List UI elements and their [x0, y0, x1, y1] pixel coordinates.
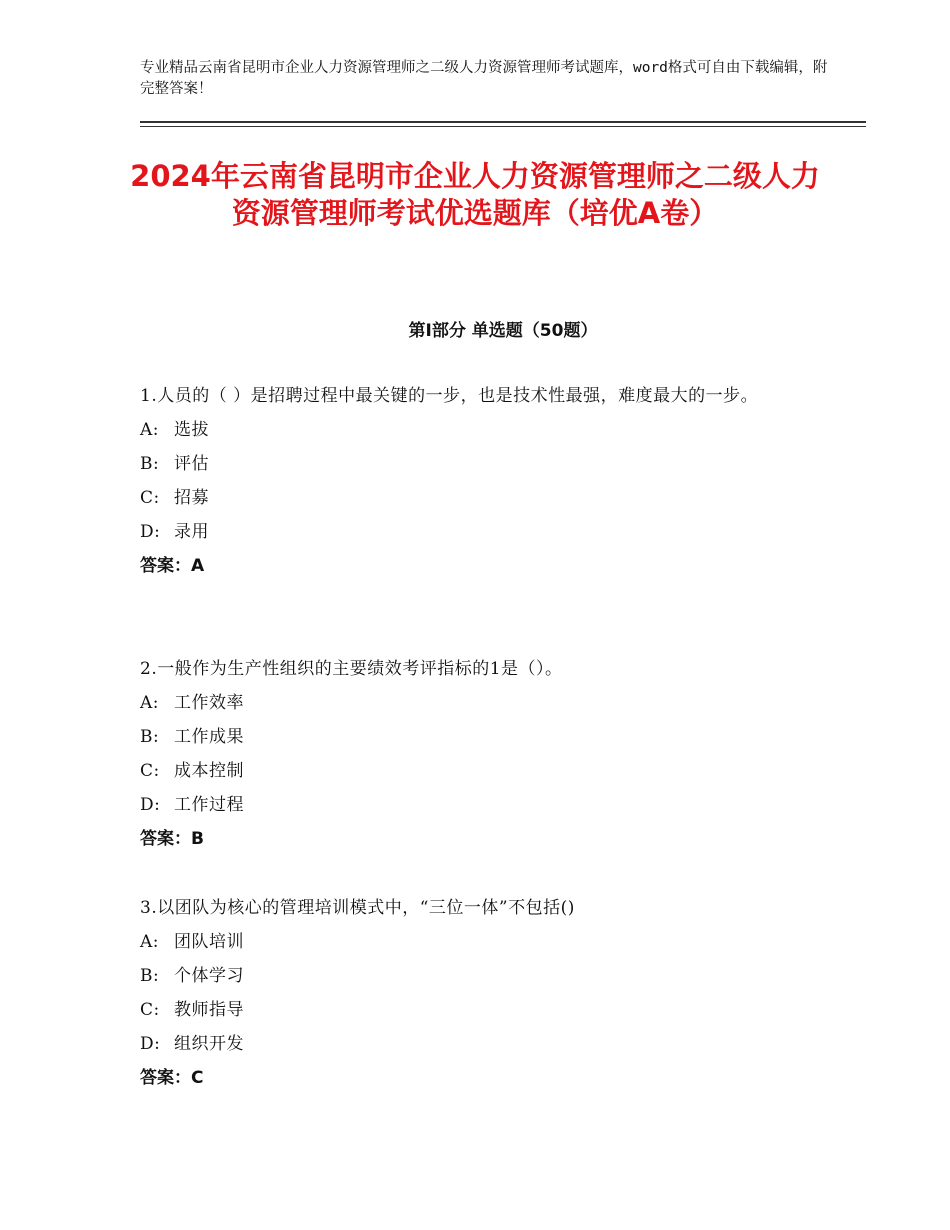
- option-text: 评估: [174, 454, 209, 474]
- option-text: 录用: [174, 522, 209, 542]
- option-text: 工作效率: [174, 693, 244, 713]
- section-heading: 第Ⅰ部分 单选题（50题）: [408, 321, 598, 341]
- question-stem: 2.一般作为生产性组织的主要绩效考评指标的1是（）。: [140, 659, 563, 679]
- option-a: [140, 686, 820, 720]
- question-stem: 3.以团队为核心的管理培训模式中，“三位一体”不包括(): [140, 898, 575, 918]
- option-letter: B:: [140, 966, 160, 986]
- option-letter: D:: [140, 795, 161, 815]
- option-text: 工作成果: [174, 727, 244, 747]
- option-d: [140, 1027, 820, 1061]
- option-c: [140, 754, 820, 788]
- option-c: [140, 481, 820, 515]
- option-c: [140, 993, 820, 1027]
- option-b: [140, 720, 820, 754]
- option-text: 招募: [174, 488, 209, 508]
- option-text: 选拔: [174, 420, 209, 440]
- option-letter: B:: [140, 454, 160, 474]
- option-letter: D:: [140, 522, 161, 542]
- option-letter: A:: [140, 420, 160, 440]
- answer-label: 答案：A: [140, 556, 205, 576]
- option-a: [140, 925, 820, 959]
- answer-label: 答案：C: [140, 1068, 204, 1088]
- question-stem: 1.人员的（ ）是招聘过程中最关键的一步，也是技术性最强，难度最大的一步。: [140, 386, 759, 406]
- option-text: 个体学习: [174, 966, 244, 986]
- option-letter: C:: [140, 488, 160, 508]
- document-title: 2024年云南省昆明市企业人力资源管理师之二级人力资源管理师考试优选题库（培优A卷）: [130, 159, 820, 230]
- option-letter: C:: [140, 1000, 160, 1020]
- option-a: [140, 413, 820, 447]
- option-letter: A:: [140, 932, 160, 952]
- question-3: [140, 891, 820, 1095]
- option-text: 团队培训: [174, 932, 244, 952]
- option-text: 组织开发: [174, 1034, 244, 1054]
- header-note: 专业精品云南省昆明市企业人力资源管理师之二级人力资源管理师考试题库，word格式可自由下载编辑，附完整答案！: [140, 60, 828, 97]
- option-text: 教师指导: [174, 1000, 244, 1020]
- question-1: [140, 379, 820, 583]
- header-rule-thick: [140, 121, 866, 123]
- option-d: [140, 788, 820, 822]
- option-text: 工作过程: [174, 795, 244, 815]
- option-letter: B:: [140, 727, 160, 747]
- option-text: 成本控制: [174, 761, 244, 781]
- question-2: [140, 652, 820, 856]
- answer-label: 答案：B: [140, 829, 204, 849]
- option-letter: A:: [140, 693, 160, 713]
- header-rule-thin: [140, 126, 866, 127]
- option-d: [140, 515, 820, 549]
- option-letter: C:: [140, 761, 160, 781]
- option-b: [140, 447, 820, 481]
- option-b: [140, 959, 820, 993]
- option-letter: D:: [140, 1034, 161, 1054]
